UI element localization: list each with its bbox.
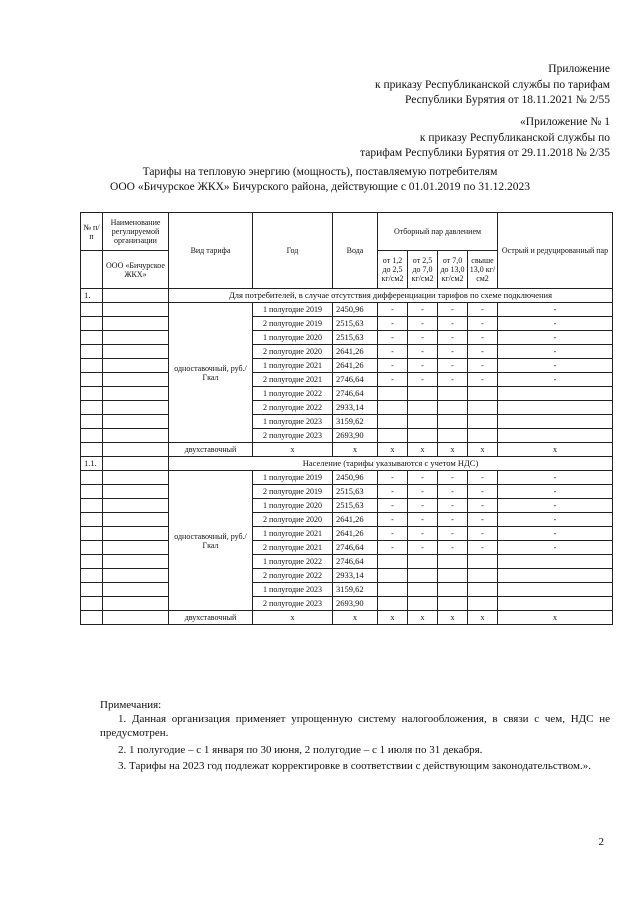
section-title: Для потребителей, в случае отсутствия дифференциации тарифов по схеме подключения xyxy=(169,289,613,303)
empty-cell xyxy=(103,471,169,485)
sharp-steam-value: - xyxy=(498,331,613,345)
sharp-steam-value: - xyxy=(498,471,613,485)
sharp-steam-value: - xyxy=(498,345,613,359)
sharp-steam-value: - xyxy=(498,317,613,331)
header-org-name: ООО «Бичурское ЖКХ» xyxy=(103,251,169,289)
pressure-3-value xyxy=(438,583,468,597)
empty-cell xyxy=(103,345,169,359)
header-org: Наименование регулируемой организации xyxy=(103,213,169,251)
pressure-1-value: - xyxy=(378,373,408,387)
pressure-1-value xyxy=(378,597,408,611)
pressure-4-value xyxy=(468,569,498,583)
period-cell: 1 полугодие 2022 xyxy=(253,387,333,401)
empty-cell xyxy=(81,345,103,359)
water-value: 2515,63 xyxy=(333,331,378,345)
pressure-2-value xyxy=(408,387,438,401)
empty-cell xyxy=(81,359,103,373)
table-row xyxy=(81,541,613,555)
pressure-3-value: - xyxy=(438,303,468,317)
one-part-tariff-label: одноставочный, руб./Гкал xyxy=(169,471,253,611)
sharp-steam-value: - xyxy=(498,303,613,317)
table-row xyxy=(81,387,613,401)
header-line: к приказу Республиканской службы по xyxy=(419,131,610,144)
pressure-4-value xyxy=(468,429,498,443)
pressure-1-value xyxy=(378,401,408,415)
header-pressure-3: от 7,0 до 13,0 кг/см2 xyxy=(438,251,468,289)
sharp-steam-value xyxy=(498,401,613,415)
empty-cell xyxy=(81,485,103,499)
water-value: 2746,64 xyxy=(333,541,378,555)
two-part-p3: x xyxy=(438,443,468,457)
empty-cell xyxy=(81,499,103,513)
empty-cell xyxy=(103,583,169,597)
period-cell: 1 полугодие 2019 xyxy=(253,471,333,485)
period-cell: 1 полугодие 2022 xyxy=(253,555,333,569)
pressure-2-value: - xyxy=(408,499,438,513)
water-value: 2450,96 xyxy=(333,471,378,485)
table-row xyxy=(81,569,613,583)
empty-cell xyxy=(103,373,169,387)
water-value: 2746,64 xyxy=(333,555,378,569)
pressure-1-value: - xyxy=(378,303,408,317)
header-line: тарифам Республики Бурятия от 29.11.2018 № 2/35 xyxy=(360,147,610,159)
one-part-tariff-label: одноставочный, руб./Гкал xyxy=(169,303,253,443)
pressure-3-value xyxy=(438,387,468,401)
table-row xyxy=(81,345,613,359)
table-row xyxy=(81,597,613,611)
water-value: 3159,62 xyxy=(333,583,378,597)
tariff-table xyxy=(80,212,613,625)
table-row xyxy=(81,485,613,499)
pressure-2-value: - xyxy=(408,303,438,317)
pressure-4-value: - xyxy=(468,373,498,387)
period-cell: 1 полугодие 2021 xyxy=(253,527,333,541)
section-row xyxy=(81,457,613,471)
pressure-1-value: - xyxy=(378,499,408,513)
empty-cell xyxy=(103,317,169,331)
pressure-1-value: - xyxy=(378,359,408,373)
two-part-sharp: x xyxy=(498,443,613,457)
pressure-3-value: - xyxy=(438,499,468,513)
sharp-steam-value: - xyxy=(498,513,613,527)
empty-cell xyxy=(81,401,103,415)
water-value: 2641,26 xyxy=(333,345,378,359)
empty-cell xyxy=(81,611,103,625)
period-cell: 1 полугодие 2023 xyxy=(253,415,333,429)
period-cell: 1 полугодие 2020 xyxy=(253,331,333,345)
pressure-4-value: - xyxy=(468,527,498,541)
sharp-steam-value xyxy=(498,569,613,583)
header-block-appendix-1 xyxy=(360,115,610,162)
section-num: 1.1. xyxy=(81,457,103,471)
pressure-3-value xyxy=(438,415,468,429)
pressure-1-value xyxy=(378,555,408,569)
header-pressure-4: свыше 13,0 кг/см2 xyxy=(468,251,498,289)
pressure-1-value xyxy=(378,387,408,401)
empty-cell xyxy=(103,597,169,611)
period-cell: 1 полугодие 2023 xyxy=(253,583,333,597)
empty-cell xyxy=(103,303,169,317)
pressure-1-value: - xyxy=(378,345,408,359)
pressure-2-value: - xyxy=(408,513,438,527)
empty-cell xyxy=(81,597,103,611)
pressure-4-value: - xyxy=(468,471,498,485)
two-part-tariff-label: двухставочный xyxy=(169,443,253,457)
pressure-3-value: - xyxy=(438,359,468,373)
pressure-4-value: - xyxy=(468,513,498,527)
table-row xyxy=(81,303,613,317)
sharp-steam-value: - xyxy=(498,527,613,541)
empty-cell xyxy=(81,415,103,429)
table-row xyxy=(81,471,613,485)
period-cell: 2 полугодие 2019 xyxy=(253,485,333,499)
water-value: 2693,90 xyxy=(333,597,378,611)
empty-cell xyxy=(81,443,103,457)
pressure-2-value: - xyxy=(408,471,438,485)
two-part-year: x xyxy=(253,611,333,625)
pressure-1-value xyxy=(378,583,408,597)
empty-cell xyxy=(81,303,103,317)
section-row xyxy=(81,289,613,303)
empty-cell xyxy=(81,541,103,555)
page-number: 2 xyxy=(598,836,604,848)
empty-cell xyxy=(103,387,169,401)
period-cell: 2 полугодие 2019 xyxy=(253,317,333,331)
pressure-1-value: - xyxy=(378,527,408,541)
period-cell: 2 полугодие 2023 xyxy=(253,597,333,611)
pressure-2-value xyxy=(408,415,438,429)
empty-cell xyxy=(81,373,103,387)
two-part-sharp: x xyxy=(498,611,613,625)
header-water: Вода xyxy=(333,213,378,289)
empty-cell xyxy=(81,555,103,569)
pressure-4-value: - xyxy=(468,359,498,373)
two-part-p2: x xyxy=(408,443,438,457)
pressure-2-value xyxy=(408,401,438,415)
pressure-4-value: - xyxy=(468,331,498,345)
header-line: Приложение xyxy=(548,63,610,75)
pressure-2-value: - xyxy=(408,373,438,387)
pressure-2-value: - xyxy=(408,485,438,499)
header-num: № п/п xyxy=(81,213,103,251)
header-line: к приказу Республиканской службы по тарифам xyxy=(375,78,610,91)
water-value: 2933,14 xyxy=(333,401,378,415)
two-part-p4: x xyxy=(468,443,498,457)
pressure-1-value: - xyxy=(378,513,408,527)
empty-cell xyxy=(103,457,169,471)
water-value: 2641,26 xyxy=(333,359,378,373)
header-tariff-type: Вид тарифа xyxy=(169,213,253,289)
period-cell: 2 полугодие 2020 xyxy=(253,513,333,527)
pressure-4-value xyxy=(468,583,498,597)
water-value: 2641,26 xyxy=(333,527,378,541)
sharp-steam-value: - xyxy=(498,359,613,373)
empty-cell xyxy=(103,359,169,373)
period-cell: 2 полугодие 2023 xyxy=(253,429,333,443)
pressure-2-value xyxy=(408,583,438,597)
pressure-3-value: - xyxy=(438,527,468,541)
sharp-steam-value xyxy=(498,583,613,597)
table-row xyxy=(81,499,613,513)
notes-title: Примечания: xyxy=(100,699,162,711)
water-value: 3159,62 xyxy=(333,415,378,429)
pressure-4-value: - xyxy=(468,345,498,359)
pressure-2-value: - xyxy=(408,359,438,373)
table-row xyxy=(81,583,613,597)
pressure-3-value xyxy=(438,569,468,583)
pressure-1-value xyxy=(378,415,408,429)
empty-cell xyxy=(103,415,169,429)
pressure-4-value: - xyxy=(468,485,498,499)
pressure-4-value: - xyxy=(468,541,498,555)
empty-cell xyxy=(81,471,103,485)
note-1: 1. Данная организация применяет упрощенную систему налогообложения, в связи с чем, НДС не предусмотрен. xyxy=(100,713,610,739)
pressure-1-value xyxy=(378,569,408,583)
two-part-p3: x xyxy=(438,611,468,625)
pressure-2-value: - xyxy=(408,317,438,331)
table-row xyxy=(81,401,613,415)
sharp-steam-value: - xyxy=(498,499,613,513)
table-row xyxy=(81,373,613,387)
pressure-3-value: - xyxy=(438,331,468,345)
pressure-2-value: - xyxy=(408,527,438,541)
period-cell: 2 полугодие 2022 xyxy=(253,401,333,415)
pressure-1-value: - xyxy=(378,541,408,555)
table-row xyxy=(81,429,613,443)
header-block-appendix xyxy=(375,62,610,109)
table-row xyxy=(81,359,613,373)
section-num: 1. xyxy=(81,289,103,303)
empty-cell xyxy=(103,499,169,513)
document-title xyxy=(0,165,640,195)
empty-cell xyxy=(81,331,103,345)
empty-cell xyxy=(103,331,169,345)
period-cell: 2 полугодие 2021 xyxy=(253,541,333,555)
pressure-1-value: - xyxy=(378,317,408,331)
table-row xyxy=(81,513,613,527)
period-cell: 1 полугодие 2020 xyxy=(253,499,333,513)
pressure-1-value: - xyxy=(378,471,408,485)
period-cell: 2 полугодие 2021 xyxy=(253,373,333,387)
empty-cell xyxy=(103,555,169,569)
period-cell: 1 полугодие 2019 xyxy=(253,303,333,317)
note-2: 2. 1 полугодие – с 1 января по 30 июня, 2 полугодие – с 1 июля по 31 декабря. xyxy=(118,744,483,756)
pressure-2-value xyxy=(408,429,438,443)
sharp-steam-value xyxy=(498,429,613,443)
pressure-3-value: - xyxy=(438,513,468,527)
two-part-tariff-label: двухставочный xyxy=(169,611,253,625)
pressure-2-value: - xyxy=(408,541,438,555)
empty-cell xyxy=(103,541,169,555)
pressure-1-value xyxy=(378,429,408,443)
sharp-steam-value xyxy=(498,555,613,569)
empty-cell xyxy=(103,513,169,527)
two-part-p4: x xyxy=(468,611,498,625)
two-part-water: x xyxy=(333,443,378,457)
empty-cell xyxy=(81,429,103,443)
header-pressure-1: от 1,2 до 2,5 кг/см2 xyxy=(378,251,408,289)
empty-cell xyxy=(103,429,169,443)
two-part-year: x xyxy=(253,443,333,457)
empty-cell xyxy=(81,513,103,527)
water-value: 2746,64 xyxy=(333,373,378,387)
pressure-4-value: - xyxy=(468,303,498,317)
sharp-steam-value xyxy=(498,387,613,401)
pressure-3-value: - xyxy=(438,541,468,555)
table-row xyxy=(81,317,613,331)
pressure-4-value: - xyxy=(468,499,498,513)
sharp-steam-value xyxy=(498,597,613,611)
pressure-4-value: - xyxy=(468,317,498,331)
pressure-4-value xyxy=(468,401,498,415)
empty-cell xyxy=(103,443,169,457)
header-line: Республики Бурятия от 18.11.2021 № 2/55 xyxy=(404,94,610,106)
pressure-3-value: - xyxy=(438,485,468,499)
empty-cell xyxy=(103,401,169,415)
two-part-row xyxy=(81,611,613,625)
sharp-steam-value xyxy=(498,415,613,429)
water-value: 2746,64 xyxy=(333,387,378,401)
two-part-p1: x xyxy=(378,443,408,457)
sharp-steam-value: - xyxy=(498,541,613,555)
pressure-1-value: - xyxy=(378,485,408,499)
header-sharp-steam: Острый и редуцированный пар xyxy=(498,213,613,289)
header-line: «Приложение № 1 xyxy=(520,116,610,128)
note-3: 3. Тарифы на 2023 год подлежат корректировке в соответствии с действующим законодательством.». xyxy=(118,760,591,772)
pressure-4-value xyxy=(468,597,498,611)
header-year: Год xyxy=(253,213,333,289)
pressure-3-value: - xyxy=(438,373,468,387)
pressure-3-value xyxy=(438,429,468,443)
water-value: 2693,90 xyxy=(333,429,378,443)
table-row xyxy=(81,555,613,569)
two-part-p1: x xyxy=(378,611,408,625)
two-part-row xyxy=(81,443,613,457)
empty-cell xyxy=(103,527,169,541)
header-steam: Отборный пар давлением xyxy=(378,213,498,251)
title-line-1: Тарифы на тепловую энергию (мощность), поставляемую потребителям xyxy=(142,166,498,178)
pressure-2-value: - xyxy=(408,331,438,345)
period-cell: 1 полугодие 2021 xyxy=(253,359,333,373)
pressure-3-value: - xyxy=(438,345,468,359)
table-row xyxy=(81,415,613,429)
period-cell: 2 полугодие 2022 xyxy=(253,569,333,583)
empty-cell xyxy=(103,611,169,625)
pressure-4-value xyxy=(468,387,498,401)
sharp-steam-value: - xyxy=(498,373,613,387)
water-value: 2450,96 xyxy=(333,303,378,317)
table-row xyxy=(81,527,613,541)
water-value: 2933,14 xyxy=(333,569,378,583)
pressure-1-value: - xyxy=(378,331,408,345)
header-pressure-2: от 2,5 до 7,0 кг/см2 xyxy=(408,251,438,289)
empty-cell xyxy=(81,387,103,401)
pressure-4-value xyxy=(468,415,498,429)
empty-cell xyxy=(81,569,103,583)
table-row xyxy=(81,331,613,345)
pressure-3-value xyxy=(438,597,468,611)
pressure-2-value xyxy=(408,597,438,611)
pressure-2-value: - xyxy=(408,345,438,359)
pressure-4-value xyxy=(468,555,498,569)
empty-cell xyxy=(81,527,103,541)
title-line-2: ООО «Бичурское ЖКХ» Бичурского района, действующие с 01.01.2019 по 31.12.2023 xyxy=(110,181,530,193)
pressure-3-value: - xyxy=(438,317,468,331)
pressure-2-value xyxy=(408,569,438,583)
empty-cell xyxy=(103,569,169,583)
water-value: 2641,26 xyxy=(333,513,378,527)
section-title: Население (тарифы указываются с учетом НДС) xyxy=(169,457,613,471)
two-part-water: x xyxy=(333,611,378,625)
water-value: 2515,63 xyxy=(333,499,378,513)
pressure-2-value xyxy=(408,555,438,569)
period-cell: 2 полугодие 2020 xyxy=(253,345,333,359)
empty-cell xyxy=(81,317,103,331)
empty-cell xyxy=(81,583,103,597)
pressure-3-value xyxy=(438,401,468,415)
water-value: 2515,63 xyxy=(333,485,378,499)
pressure-3-value: - xyxy=(438,471,468,485)
empty-cell xyxy=(103,289,169,303)
water-value: 2515,63 xyxy=(333,317,378,331)
pressure-3-value xyxy=(438,555,468,569)
two-part-p2: x xyxy=(408,611,438,625)
empty-cell xyxy=(103,485,169,499)
sharp-steam-value: - xyxy=(498,485,613,499)
